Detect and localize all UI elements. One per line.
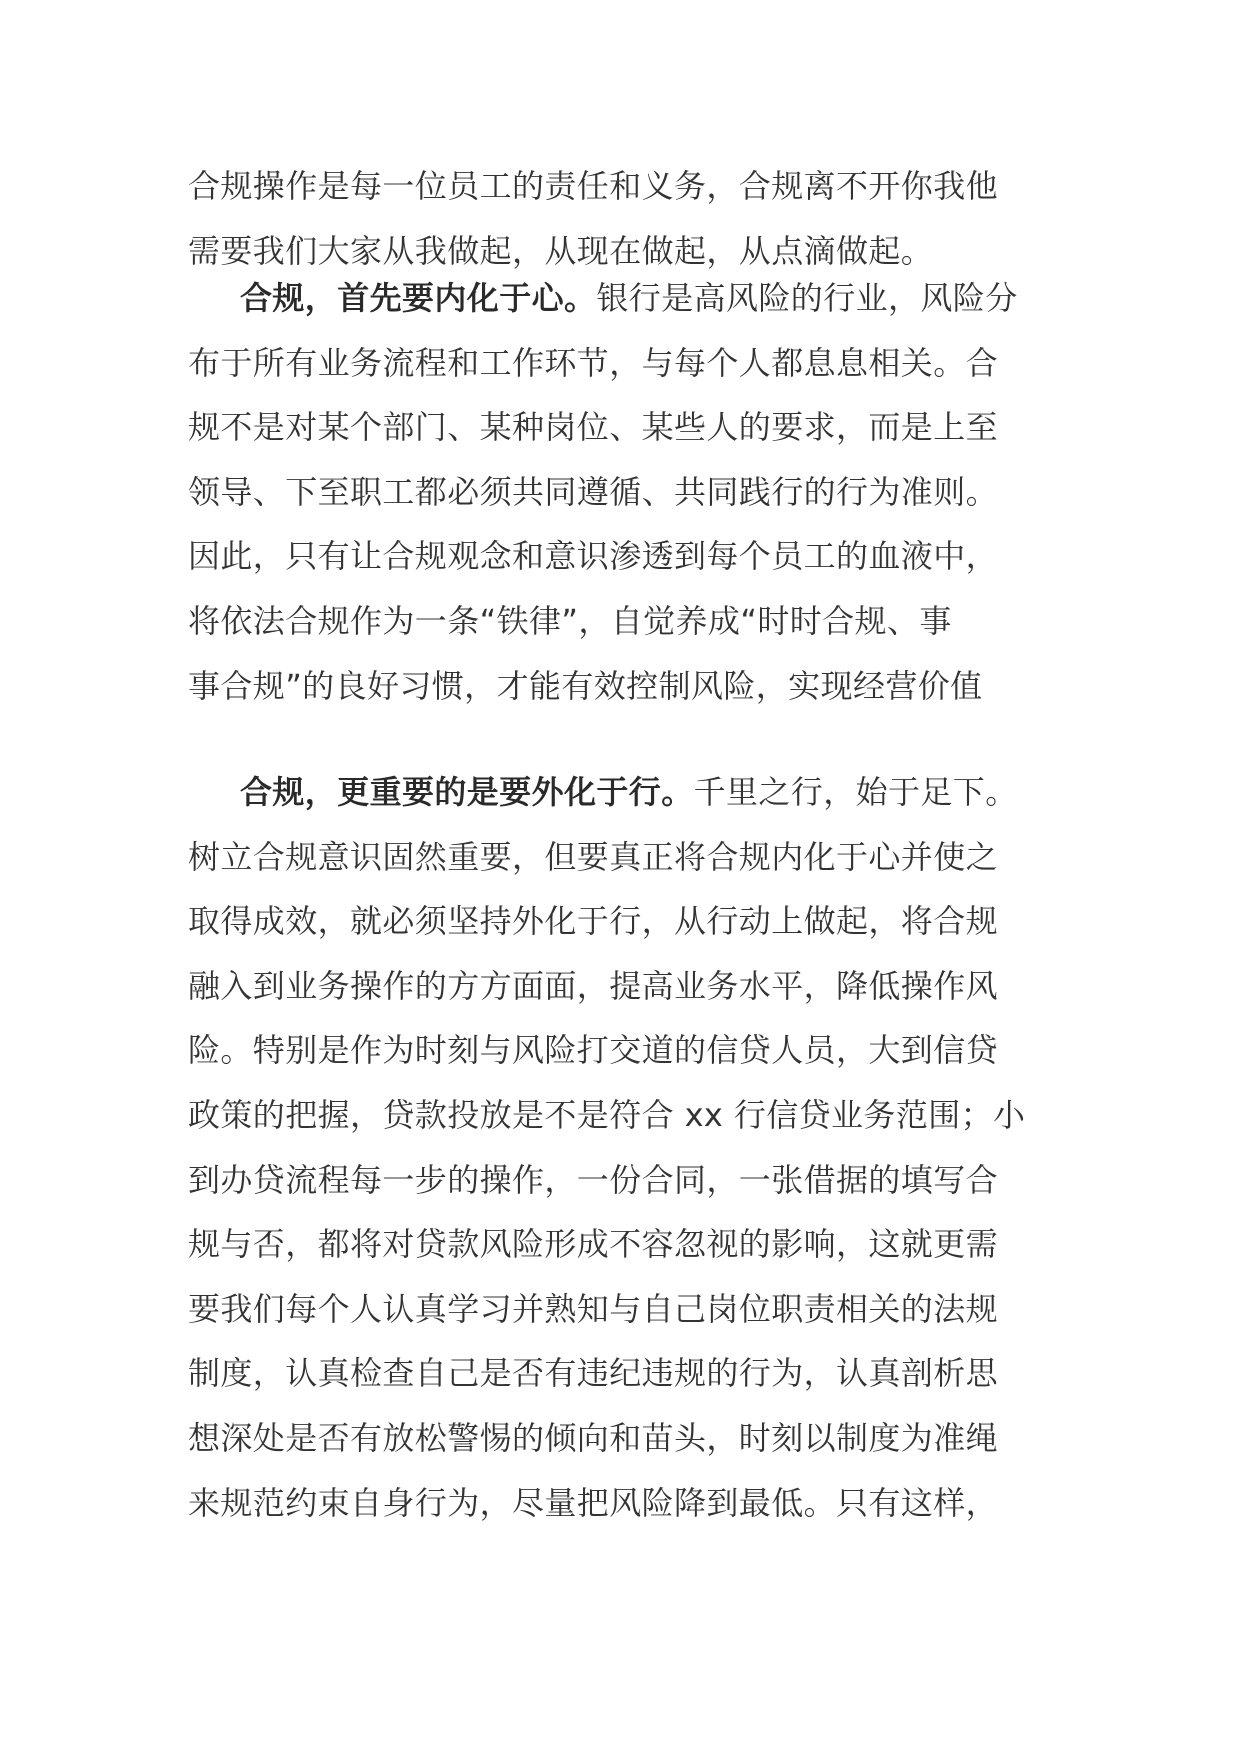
paragraph-line-text: 银行是高风险的行业，风险分 (596, 279, 1018, 317)
paragraph-line: 将依法合规作为一条“铁律”，自觉养成“时时合规、事 (188, 601, 952, 640)
paragraph-2 (188, 266, 1068, 718)
paragraph-line: 规与否，都将对贷款风险形成不容忽视的影响，这就更需 (188, 1225, 999, 1264)
paragraph-line: 制度，认真检查自己是否有违纪违规的行为，认真剖析思 (188, 1354, 999, 1393)
paragraph-line: 合规操作是每一位员工的责任和义务，合规离不开你我他 (188, 167, 999, 205)
paragraph-line: 事合规”的良好习惯，才能有效控制风险，实现经营价值 (188, 666, 983, 705)
paragraph-line: 需要我们大家从我做起，从现在做起，从点滴做起。 (188, 231, 934, 270)
paragraph-line: 布于所有业务流程和工作环节，与每个人都息息相关。合 (188, 343, 999, 382)
paragraph-first-line (188, 760, 1068, 825)
paragraph-line-text: 千里之行，始于足下。 (693, 773, 1018, 811)
paragraph-line: 险。特别是作为时刻与风险打交道的信贷人员，大到信贷 (188, 1031, 999, 1070)
paragraph-line: 规不是对某个部门、某种岗位、某些人的要求，而是上至 (188, 408, 999, 447)
paragraph-first-line (188, 266, 1068, 331)
paragraph-line: 融入到业务操作的方方面面，提高业务水平，降低操作风 (188, 966, 999, 1005)
paragraph-3 (188, 760, 1068, 1535)
paragraph-line: 取得成效，就必须坚持外化于行，从行动上做起，将合规 (188, 902, 999, 941)
paragraph-heading: 合规，首先要内化于心。 (240, 279, 597, 317)
paragraph-heading: 合规，更重要的是要外化于行。 (240, 773, 694, 811)
paragraph-line: 到办贷流程每一步的操作，一份合同，一张借据的填写合 (188, 1160, 999, 1199)
paragraph-line: 政策的把握，贷款投放是不是符合 xx 行信贷业务范围；小 (188, 1095, 1026, 1134)
paragraph-1 (188, 154, 1068, 283)
paragraph-line: 想深处是否有放松警惕的倾向和苗头，时刻以制度为准绳 (188, 1418, 999, 1457)
paragraph-line: 领导、下至职工都必须共同遵循、共同践行的行为准则。 (188, 472, 999, 511)
paragraph-line: 来规范约束自身行为，尽量把风险降到最低。只有这样， (188, 1483, 999, 1522)
paragraph-line: 要我们每个人认真学习并熟知与自己岗位职责相关的法规 (188, 1289, 999, 1328)
paragraph-line: 因此，只有让合规观念和意识渗透到每个员工的血液中， (188, 537, 999, 576)
paragraph-line: 树立合规意识固然重要，但要真正将合规内化于心并使之 (188, 837, 999, 876)
